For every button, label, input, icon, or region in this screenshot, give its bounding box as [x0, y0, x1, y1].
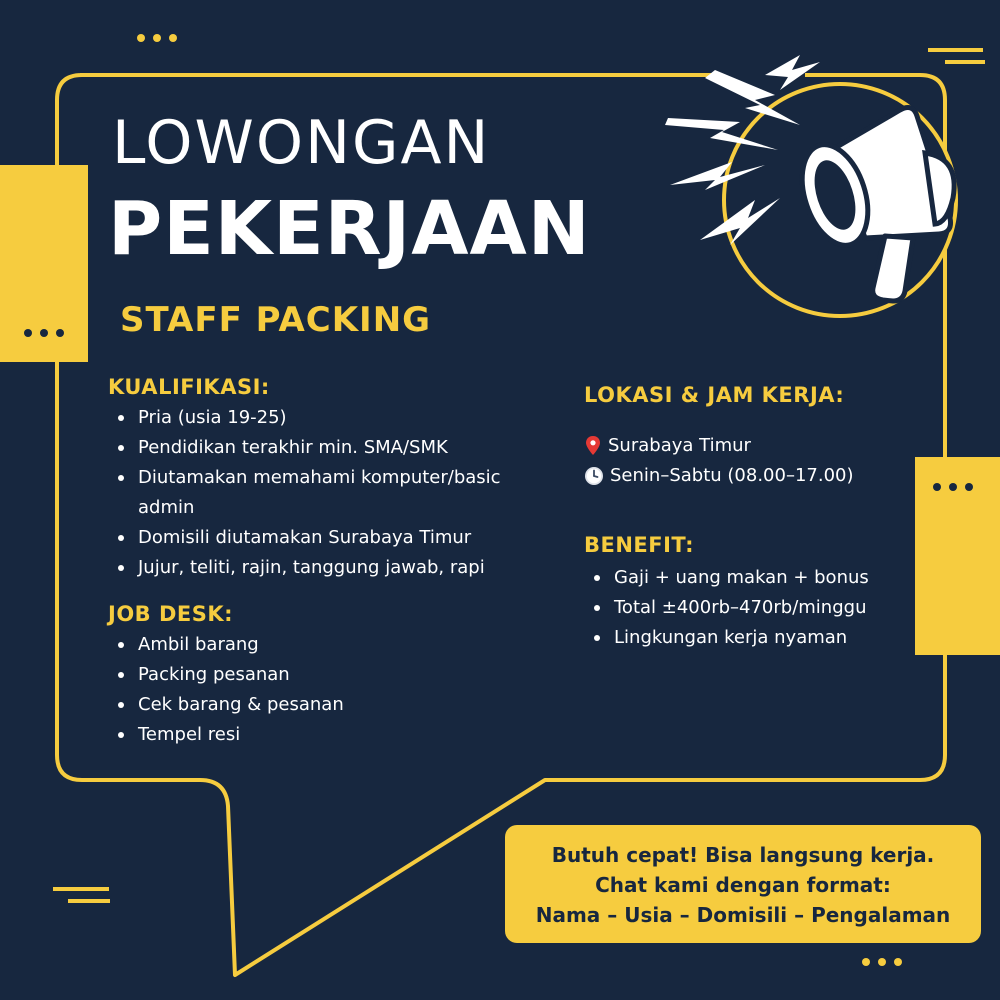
job-desk-heading: JOB DESK: — [108, 602, 234, 626]
job-desk-list — [108, 630, 548, 750]
list-item: Total ±400rb–470rb/minggu — [584, 593, 904, 623]
list-item: Packing pesanan — [108, 660, 548, 690]
list-item: Cek barang & pesanan — [108, 690, 548, 720]
list-item: Tempel resi — [108, 720, 548, 750]
list-item: Pendidikan terakhir min. SMA/SMK — [108, 433, 568, 463]
location-text: Surabaya Timur — [608, 435, 751, 456]
list-item: Gaji + uang makan + bonus — [584, 563, 904, 593]
list-item: Domisili diutamakan Surabaya Timur — [108, 523, 568, 553]
title-line-1: LOWONGAN — [112, 108, 491, 178]
decorative-dots-bottom — [862, 958, 902, 966]
benefit-section — [584, 533, 904, 653]
cta-line-1: Butuh cepat! Bisa langsung kerja. — [551, 843, 935, 867]
list-item: Ambil barang — [108, 630, 548, 660]
lokasi-heading: LOKASI & JAM KERJA: — [584, 383, 845, 407]
position-title: STAFF PACKING — [120, 300, 432, 340]
cta-line-2: Chat kami dengan format: — [595, 873, 891, 897]
list-item: Jujur, teliti, rajin, tanggung jawab, rapi — [108, 553, 568, 583]
decorative-dots-top — [137, 34, 177, 42]
hours-line — [584, 461, 904, 491]
lokasi-section — [584, 383, 904, 491]
title-line-2: PEKERJAAN — [108, 186, 591, 272]
cta-line-3: Nama – Usia – Domisili – Pengalaman — [535, 903, 951, 927]
kualifikasi-heading: KUALIFIKASI: — [108, 375, 270, 399]
job-desk-section — [108, 602, 548, 750]
decorative-line — [53, 887, 109, 891]
location-line — [584, 431, 904, 461]
benefit-list — [584, 563, 904, 653]
decorative-line — [68, 899, 110, 903]
kualifikasi-section — [108, 375, 568, 583]
list-item: Lingkungan kerja nyaman — [584, 623, 904, 653]
call-to-action-box — [505, 825, 981, 943]
clock-icon — [584, 466, 604, 486]
list-item: Pria (usia 19-25) — [108, 403, 568, 433]
location-pin-icon — [584, 435, 602, 457]
benefit-heading: BENEFIT: — [584, 533, 695, 557]
kualifikasi-list — [108, 403, 568, 583]
decorative-tab-right — [915, 457, 1000, 655]
decorative-tab-left — [0, 165, 88, 362]
megaphone-icon — [660, 50, 960, 310]
hours-text: Senin–Sabtu (08.00–17.00) — [610, 465, 854, 486]
list-item: Diutamakan memahami komputer/basic admin — [108, 463, 568, 523]
